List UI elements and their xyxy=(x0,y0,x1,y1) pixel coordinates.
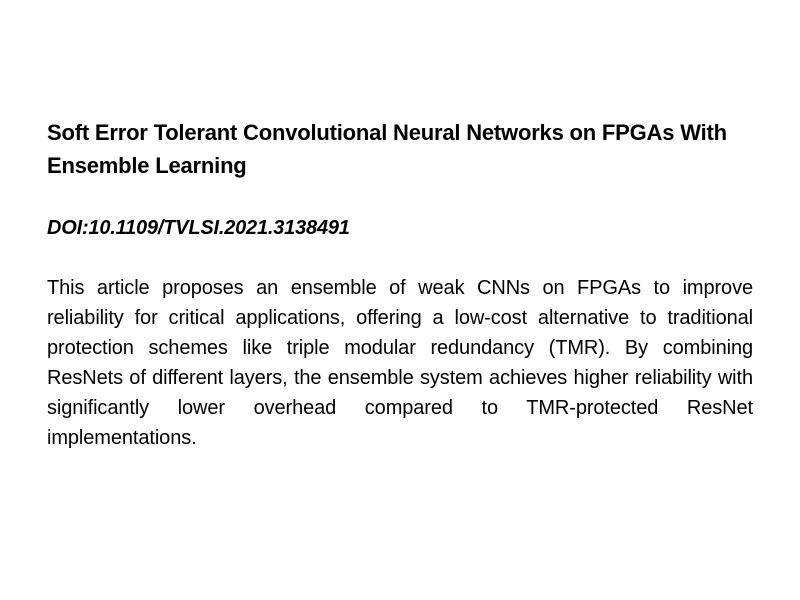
abstract-text: This article proposes an ensemble of weak CNNs on FPGAs to improve reliability for critical applications, offering a low-cost alternative to traditional protection schemes like triple modular redundancy (TMR). By combining ResNets of different layers, the ensemble system achieves higher reliability with significantly lower overhead compared to TMR-protected ResNet implementations. xyxy=(47,277,753,449)
paper-title: Soft Error Tolerant Convolutional Neural Networks on FPGAs With Ensemble Learning xyxy=(47,120,727,178)
doi-reference: DOI:10.1109/TVLSI.2021.3138491 xyxy=(47,217,350,239)
